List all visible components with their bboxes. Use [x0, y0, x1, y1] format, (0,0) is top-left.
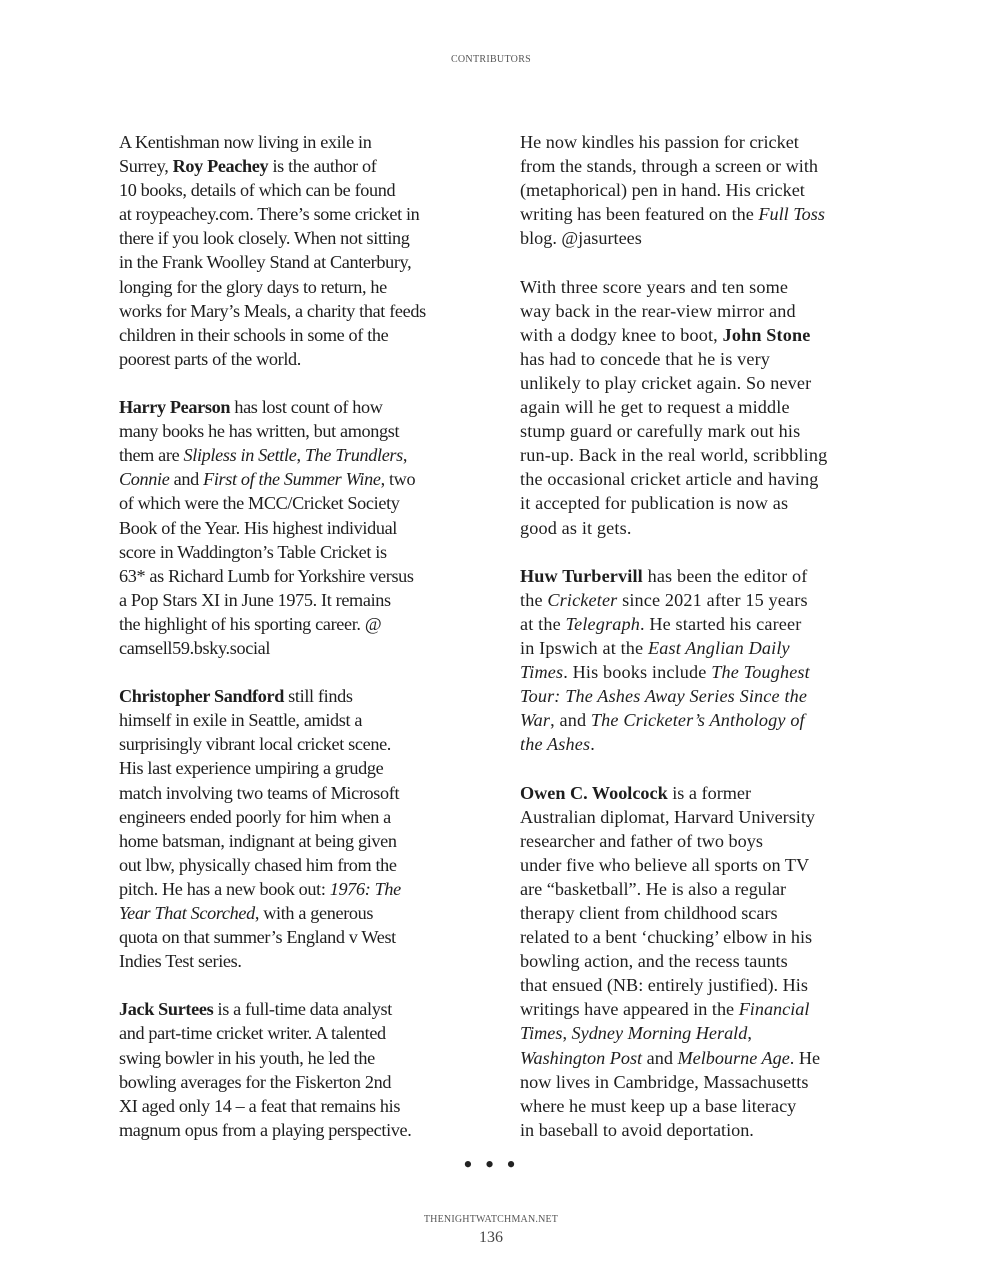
page-number: 136 — [479, 1229, 503, 1246]
section-header: CONTRIBUTORS — [450, 54, 532, 65]
left-column — [119, 130, 469, 1142]
contributor-name: Roy Peachey — [172, 156, 269, 177]
site-url: THENIGHTWATCHMAN.NET — [423, 1214, 559, 1225]
bio-jack-surtees-continued: He now kindles his passion for cricket from the stands, through a screen or with (metaphorical) pen in hand. His cricket writing has been featured on the Full Toss blog. @jasurtees — [520, 132, 825, 249]
bio-owen-woolcock: Owen C. Woolcock is a former Australian diplomat, Harvard University researcher and father of two boys under five who believe all sports on TV are “basketball”. He is also a regular therapy client from childhood scars related to a bent ‘chucking’ elbow in his bowling action, and the recess taunts that ensued (NB: entirely justified). His writings have appeared in the Financial Times, Sydney Morning Herald, Washington Post and Melbourne Age. He now lives in Cambridge, Massachusetts where he must keep up a base literacy in baseball to avoid deportation. — [520, 782, 821, 1140]
right-column — [520, 130, 870, 1142]
contributor-name: Huw Turbervill — [520, 565, 643, 586]
bio-john-stone: With three score years and ten some way back in the rear-view mirror and with a dodgy knee to boot, John Stone has had to concede that he is very unlikely to play cricket again. So never again will he get to request a middle stump guard or carefully mark out his run-up. Back in the real world, scribbling the occasional cricket article and having it accepted for publication is now as good as it gets. — [520, 276, 828, 538]
contributor-name: Christopher Sandford — [119, 686, 284, 707]
contributor-name: Owen C. Woolcock — [520, 782, 668, 803]
section-end-ellipsis: • • • — [463, 1150, 519, 1179]
bio-christopher-sandford: Christopher Sandford still finds himself in exile in Seattle, amidst a surprisingly vibrant local cricket scene. His last experience umpiring a grudge match involving two teams of Microsoft engineers ended poorly for him when a home batsman, indignant at being given out lbw, physically chased him from the pitch. He has a new book out: 1976: The Year That Scorched, with a generous quota on that summer’s England v West Indies Test series. — [119, 686, 401, 972]
bio-roy-peachey: A Kentishman now living in exile in Surrey, Roy Peachey is the author of 10 books, details of which can be found at roypeachey.com. There’s some cricket in there if you look closely. When not sitting in the Frank Woolley Stand at Canterbury, longing for the glory days to return, he works for Mary’s Meals, a charity that feeds children in their schools in some of the poorest parts of the world. — [119, 132, 426, 369]
contributor-name: Harry Pearson — [119, 397, 231, 418]
bio-harry-pearson: Harry Pearson has lost count of how many books he has written, but amongst them are Slipless in Settle, The Trundlers, Connie and First of the Summer Wine, two of which were the MCC/Cricket Society Book of the Year. His highest individual score in Waddington’s Table Cricket is 63* as Richard Lumb for Yorkshire versus a Pop Stars XI in June 1975. It remains the highlight of his sporting career. @ camsell59.bsky.social — [119, 397, 416, 658]
contributor-name: Jack Surtees — [119, 999, 214, 1020]
bio-jack-surtees: Jack Surtees is a full-time data analyst and part-time cricket writer. A talented swing bowler in his youth, he led the bowling averages for the Fiskerton 2nd XI aged only 14 – a feat that remains his magnum opus from a playing perspective. — [119, 999, 412, 1140]
contributor-name: John Stone — [722, 324, 811, 345]
bio-huw-turbervill: Huw Turbervill has been the editor of the Cricketer since 2021 after 15 years at the Telegraph. He started his career in Ipswich at the East Anglian Daily Times. His books include The Toughest Tour: The Ashes Away Series Since the War, and The Cricketer’s Anthology of the Ashes. — [520, 565, 810, 755]
